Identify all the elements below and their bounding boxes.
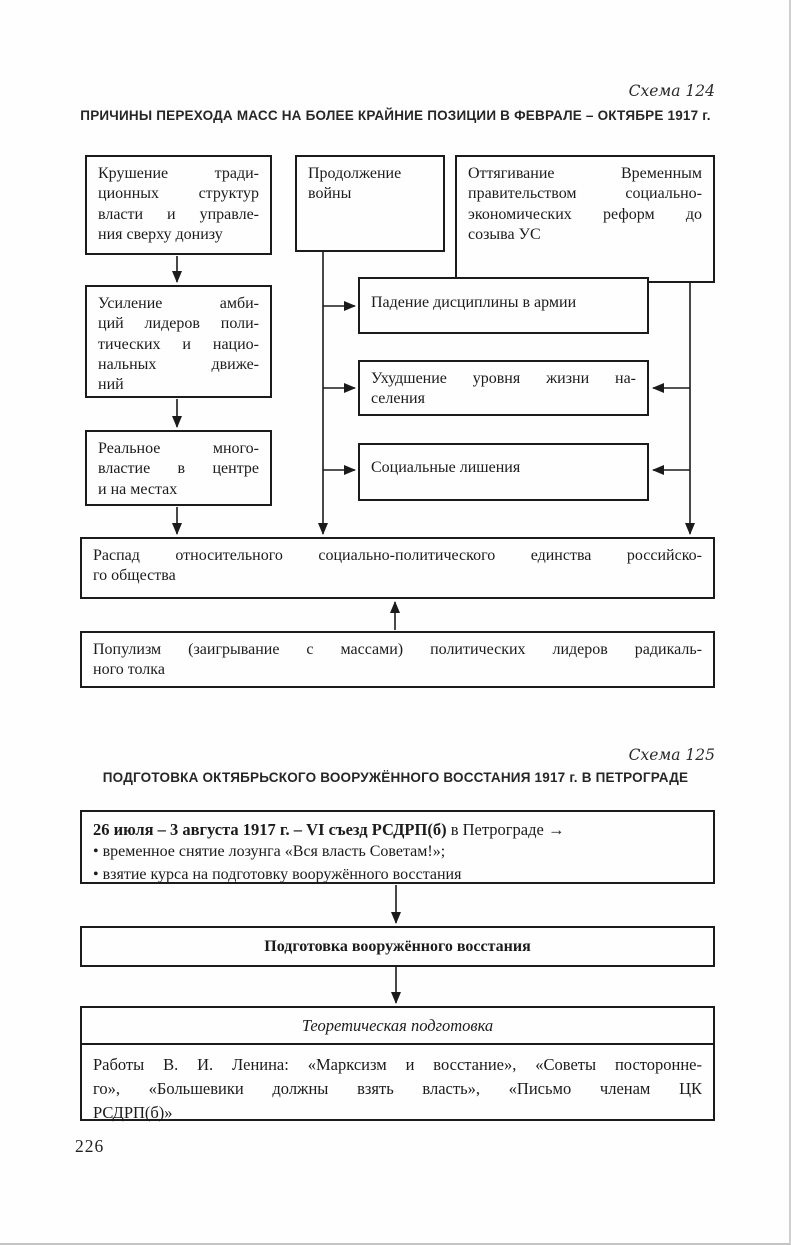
box-realnoe-mnogovlastie: Реальное много- властие в центре и на местах <box>85 430 272 506</box>
teoriya-header: Теоретическая подготовка <box>301 1016 494 1035</box>
congress-headline <box>93 818 702 841</box>
box-prodolzhenie-voyny: Продолжение войны <box>295 155 445 252</box>
box-ukhudshenie-urovnya-zhizni: Ухудшение уровня жизни на- селения <box>358 360 649 416</box>
box-sotsialnye-lisheniya: Социальные лишения <box>358 443 649 501</box>
congress-headline-dates: 26 июля – 3 августа 1917 г. – VI съезд РСДРП(б) <box>93 820 447 839</box>
box-teoreticheskaya-podgotovka <box>80 1006 715 1121</box>
box-populizm: Популизм (заигрывание с массами) политических лидеров радикаль- ного толка <box>80 631 715 688</box>
schema-125-title: ПОДГОТОВКА ОКТЯБРЬСКОГО ВООРУЖЁННОГО ВОССТАНИЯ 1917 г. В ПЕТРОГРАДЕ <box>102 770 689 785</box>
schema-124-title: ПРИЧИНЫ ПЕРЕХОДА МАСС НА БОЛЕЕ КРАЙНИЕ ПОЗИЦИИ В ФЕВРАЛЕ – ОКТЯБРЕ 1917 г. <box>80 108 711 123</box>
page-number: 226 <box>75 1136 105 1156</box>
box-usilenie-ambitsiy: Усиление амби- ций лидеров поли- тических и нацио- нальных движе- ний <box>85 285 272 398</box>
congress-headline-rest: в Петрограде → <box>446 820 565 839</box>
teoriya-body: Работы В. И. Ленина: «Марксизм и восстание», «Советы посторонне- го», «Большевики должны взять власть», «Письмо членам ЦК РСДРП(б)» <box>82 1043 713 1125</box>
box-podgotovka-vosstaniya: Подготовка вооружённого восстания <box>80 926 715 967</box>
box-ottyagivanie-reform: Оттягивание Временным правительством социально- экономических реформ до созыва УС <box>455 155 715 283</box>
box-vi-sezd-rsdrp <box>80 810 715 884</box>
schema-125-label: Схема 125 <box>628 746 715 764</box>
box-krushenie-traditsionnykh-struktur: Крушение тради- ционных структур власти и управле- ния сверху донизу <box>85 155 272 255</box>
congress-bullets: • временное снятие лозунга «Вся власть Советам!»; • взятие курса на подготовку вооружённого восстания <box>93 843 462 884</box>
box-raspad-edinstva: Распад относительного социально-политического единства российско- го общества <box>80 537 715 599</box>
box-padenie-distsipliny: Падение дисциплины в армии <box>358 277 649 334</box>
schema-124-label: Схема 124 <box>628 82 715 100</box>
